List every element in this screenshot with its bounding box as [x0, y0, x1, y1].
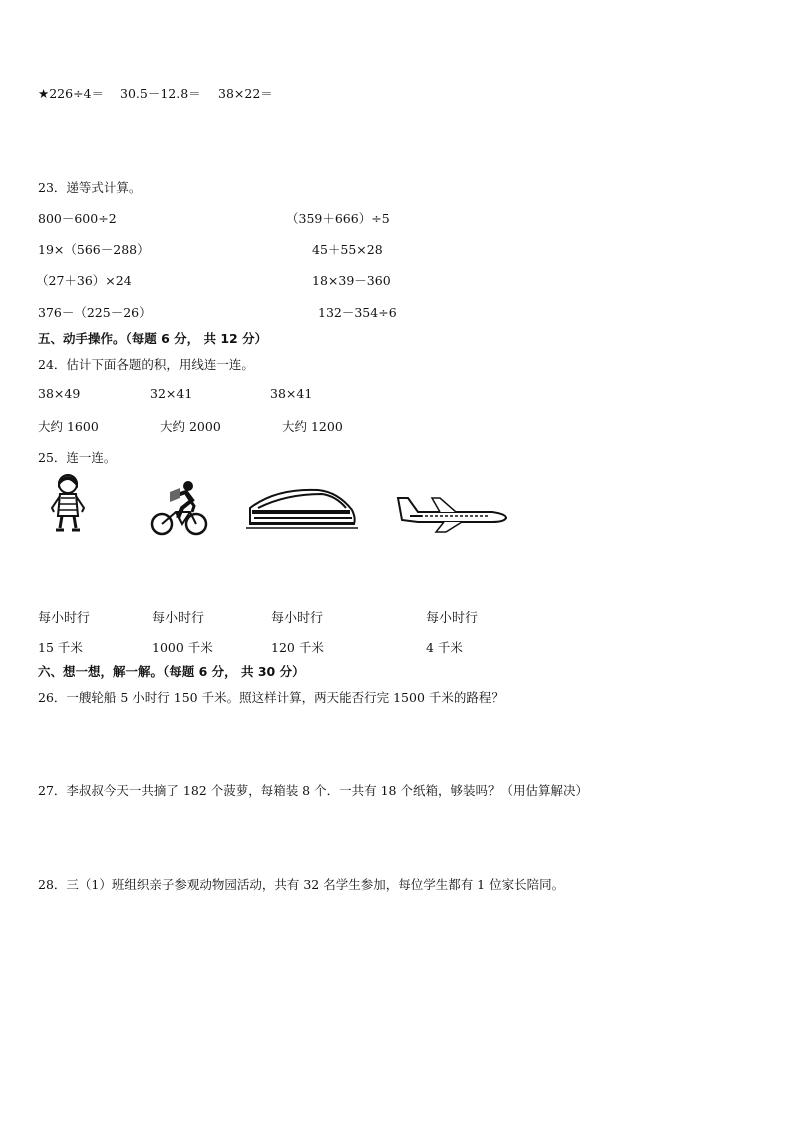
q23-expr-5: （27＋36）×24: [36, 273, 132, 288]
q23-title: 23．递等式计算。: [38, 180, 142, 195]
high-speed-train-picture: [246, 486, 358, 530]
q23-expr-8: 132－354÷6: [318, 305, 397, 320]
section6-title: 六、想一想，解一解。（每题 6 分， 共 30 分）: [38, 664, 305, 679]
q23-expr-2: （359＋666）÷5: [286, 211, 390, 226]
q23-expr-7: 376－（225－26）: [38, 305, 152, 320]
q23-expr-6: 18×39－360: [312, 273, 391, 288]
q27-text: 27．李叔叔今天一共摘了 182 个菠萝，每箱装 8 个．一共有 18 个纸箱，够装吗？（用估算解决）: [38, 783, 588, 798]
q24-estimate-2: 大约 2000: [160, 419, 221, 434]
q24-title: 24．估计下面各题的积，用线连一连。: [38, 357, 254, 372]
walking-person-picture: [44, 472, 92, 552]
q25-speed-1: 15 千米: [38, 640, 83, 655]
q25-speed-prefix-4: 每小时行: [426, 611, 479, 626]
q24-product-3: 38×41: [270, 386, 313, 401]
q23-expr-3: 19×（566－288）: [38, 242, 150, 257]
q25-title: 25．连一连。: [38, 450, 117, 465]
q22-expr-b: 30.5－12.8＝: [120, 86, 201, 101]
q24-estimate-1: 大约 1600: [38, 419, 99, 434]
q22-expr-c: 38×22＝: [218, 86, 273, 101]
q24-estimate-3: 大约 1200: [282, 419, 343, 434]
q22-expr-a: ★226÷4＝: [38, 86, 104, 101]
q26-text: 26．一艘轮船 5 小时行 150 千米。照这样计算，两天能否行完 1500 千米的路程？: [38, 690, 504, 705]
q25-speed-prefix-1: 每小时行: [38, 611, 91, 626]
q25-speed-3: 120 千米: [271, 640, 324, 655]
q25-speed-prefix-2: 每小时行: [152, 611, 205, 626]
cyclist-picture: [150, 478, 210, 538]
q23-expr-1: 800－600÷2: [38, 211, 117, 226]
q24-product-1: 38×49: [38, 386, 81, 401]
q25-speed-prefix-3: 每小时行: [271, 611, 324, 626]
q24-product-2: 32×41: [150, 386, 193, 401]
q23-expr-4: 45＋55×28: [312, 242, 383, 257]
q25-speed-2: 1000 千米: [152, 640, 213, 655]
section5-title: 五、动手操作。（每题 6 分， 共 12 分）: [38, 331, 268, 346]
q28-text: 28．三（1）班组织亲子参观动物园活动，共有 32 名学生参加，每位学生都有 1 位家长陪同。: [38, 877, 565, 892]
q25-speed-4: 4 千米: [426, 640, 463, 655]
airplane-picture: [396, 494, 508, 534]
